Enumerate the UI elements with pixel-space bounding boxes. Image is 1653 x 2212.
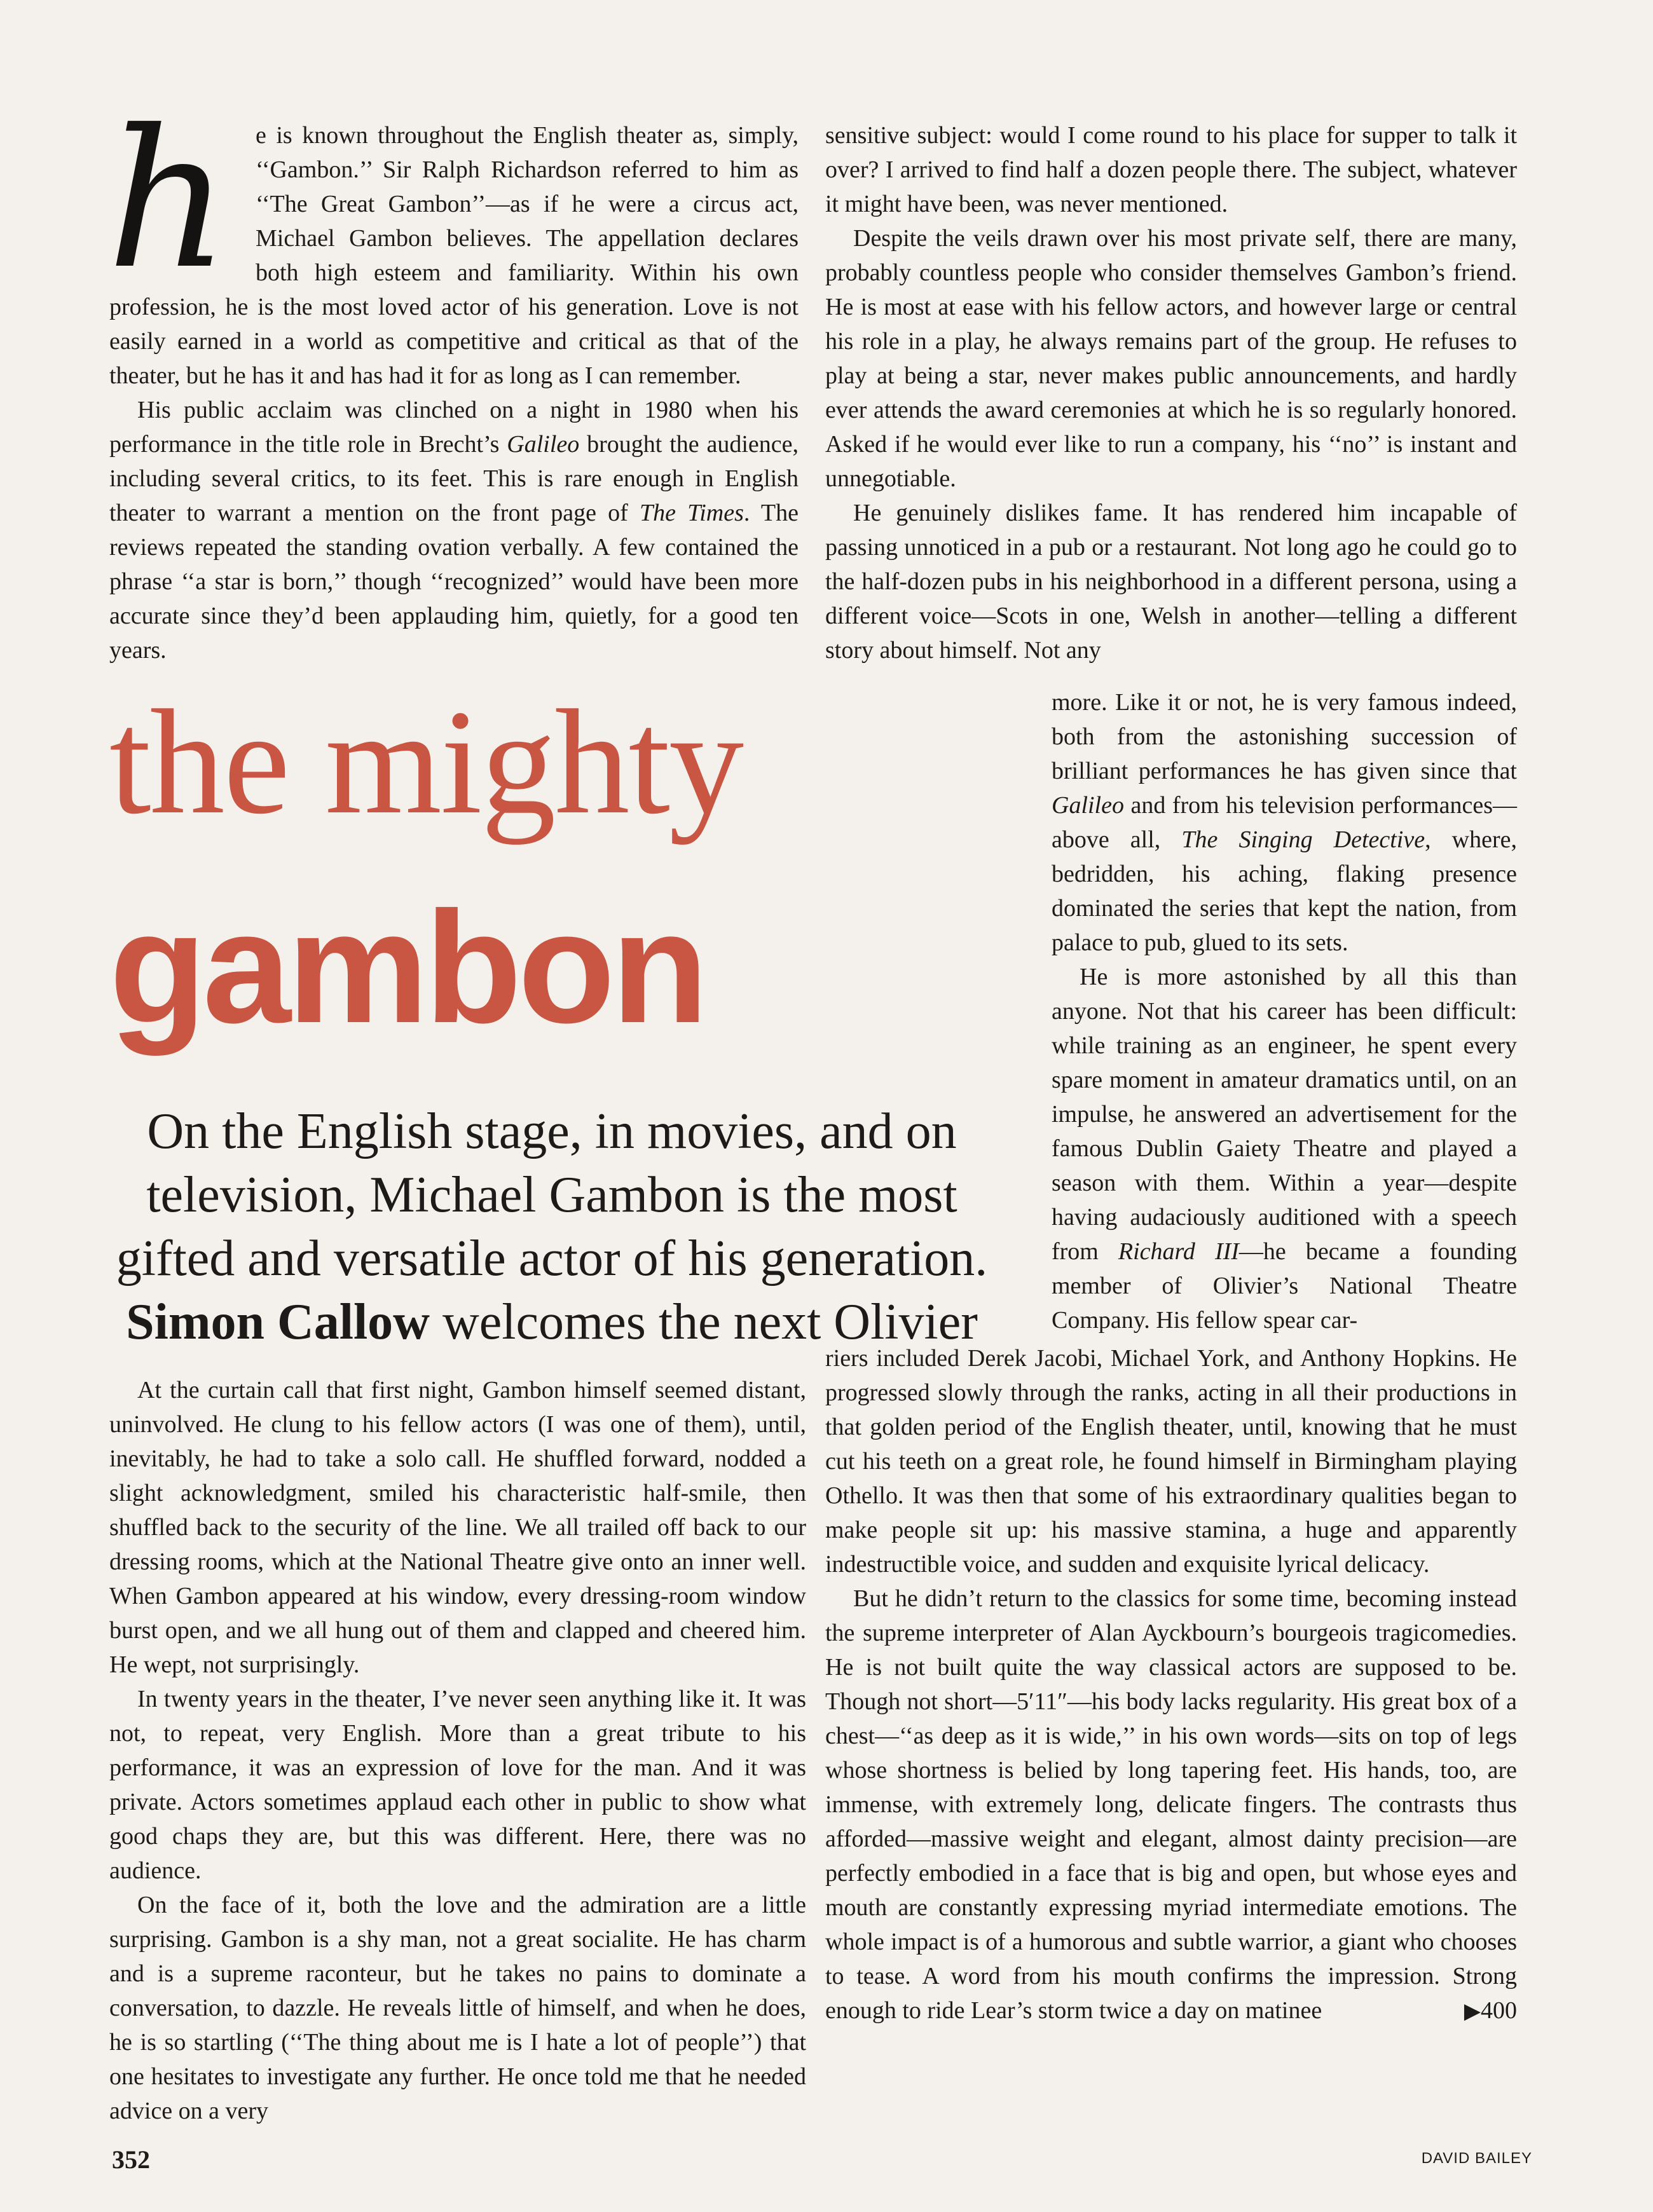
deck-subheading xyxy=(81,1100,1022,1354)
drop-cap: h xyxy=(107,89,230,311)
paragraph: riers included Derek Jacobi, Michael York, and Anthony Hopkins. He progressed slowly through the ranks, acting in all their productions in that golden period of the English theater, until, knowing that he must cut his teeth on a great role, he found himself in Birmingham playing Othello. It was then that some of his extraordinary qualities began to make people sit up: his massive stamina, a huge and apparently indestructible voice, and sudden and exquisite lyrical delicacy. xyxy=(825,1345,1517,1578)
paragraph: He genuinely dislikes fame. It has rendered him incapable of passing unnoticed in a pub or a restaurant. Not long ago he could go to the half-dozen pubs in his neighborhood in a different persona, using a different voice—Scots in one, Welsh in another—telling a different story about himself. Not any xyxy=(825,500,1517,664)
author-name: Simon Callow xyxy=(126,1294,430,1350)
headline-line-2: gambon xyxy=(109,878,705,1056)
deck-line: On the English stage, in movies, and on xyxy=(147,1103,957,1159)
continued-page-number: 400 xyxy=(1481,1997,1517,2024)
paragraph: more. Like it or not, he is very famous indeed, both from the astonishing succession of brilliant performances he has given since that Galileo and from his television performances—above all, The Singing Detective, where, bedridden, his aching, flaking presence dominated the series that kept the nation, from palace to pub, glued to its sets. xyxy=(1052,689,1517,956)
title-italic: The Singing Detective xyxy=(1181,826,1425,853)
page-number: 352 xyxy=(112,2145,150,2174)
article-column-left-top xyxy=(107,89,799,667)
headline-line-1: the mighty xyxy=(109,679,743,845)
paragraph: sensitive subject: would I come round to his place for supper to talk it over? I arrived to find half a dozen people there. The subject, whatever it might have been, was never mentioned. xyxy=(825,122,1517,217)
paragraph: His public acclaim was clinched on a night in 1980 when his performance in the title role in Brecht’s Galileo brought the audience, including several critics, to its feet. This is rare enough in English theater to warrant a mention on the front page of The Times. The reviews repeated the standing ovation verbally. A few contained the phrase ‘‘a star is born,’’ though ‘‘recognized’’ would have been more accurate since they’d been applauding him, quietly, for a good ten years. xyxy=(109,397,799,664)
byline: Simon Callow welcomes the next Olivier xyxy=(126,1294,978,1350)
article-column-right-top xyxy=(825,118,1517,667)
paragraph: On the face of it, both the love and the admiration are a little surprising. Gambon is a shy man, not a great socialite. He has charm and is a supreme raconteur, but he takes no pains to dominate a conversation, to dazzle. He reveals little of himself, and when he does, he is so startling (‘‘The thing about me is I hate a lot of people’’) that one hesitates to investigate any further. He once told me that he needed advice on a very xyxy=(109,1892,806,2124)
paragraph: He is more astonished by all this than anyone. Not that his career has been difficult: while training as an engineer, he spent every spare moment in amateur dramatics until, on an impulse, he answered an advertisement for the famous Dublin Gaiety Theatre and played a season with them. Within a year—despite having audaciously auditioned with a speech from Richard III—he became a founding member of Olivier’s National Theatre Company. His fellow spear car- xyxy=(1052,964,1517,1334)
article-column-right-bottom xyxy=(825,1341,1517,2029)
paragraph: Despite the veils drawn over his most private self, there are many, probably countless people who consider themselves Gambon’s friend. He is most at ease with his fellow actors, and however large or central his role in a play, he always remains part of the group. He refuses to play at being a star, never makes public announcements, and hardly ever attends the award ceremonies at which he is so regularly honored. Asked if he would ever like to run a company, his ‘‘no’’ is instant and unnegotiable. xyxy=(825,225,1517,492)
photo-credit: DAVID BAILEY xyxy=(1421,2150,1532,2167)
paragraph: At the curtain call that first night, Gambon himself seemed distant, uninvolved. He clung to his fellow actors (I was one of them), until, inevitably, he had to take a solo call. He shuffled forward, nodded a slight acknowledgment, smiled his characteristic half-smile, then shuffled back to the security of the line. We all trailed off back to our dressing rooms, which at the National Theatre give onto an inner well. When Gambon appeared at his window, every dressing-room window burst open, and we all hung out of them and clapped and cheered him. He wept, not surprisingly. xyxy=(109,1377,806,1678)
continued-reference xyxy=(1436,1993,1517,2029)
paragraph: e is known throughout the English theater as, simply, ‘‘Gambon.’’ Sir Ralph Richardson referred to him as ‘‘The Great Gambon’’—as if he were a circus act, Michael Gambon believes. The appellation declares both high esteem and familiarity. Within his own profession, he is the most loved actor of his generation. Love is not easily earned in a world as competitive and critical as that of the theater, but he has it and has had it for as long as I can remember. xyxy=(109,122,799,389)
continued-arrow-icon: ▶ xyxy=(1464,2000,1481,2023)
title-italic: Galileo xyxy=(1052,792,1124,819)
title-italic: Richard III xyxy=(1118,1238,1239,1265)
article-column-left-bottom xyxy=(109,1373,806,2128)
paragraph: In twenty years in the theater, I’ve never seen anything like it. It was not, to repeat, very English. More than a great tribute to his performance, it was an expression of love for the man. And it was private. Actors sometimes applaud each other in public to show what good chaps they are, but this was different. Here, there was no audience. xyxy=(109,1686,806,1884)
paragraph: But he didn’t return to the classics for some time, becoming instead the supreme interpreter of Alan Ayckbourn’s bourgeois tragicomedies. He is not built quite the way classical actors are supposed to be. Though not short—5′11″—his body lacks regularity. His great box of a chest—‘‘as deep as it is wide,’’ in his own words—sits on top of legs whose shortness is belied by long tapering feet. His hands, too, are immense, with extremely long, delicate fingers. The contrasts thus afforded—massive weight and elegant, almost dainty precision—are perfectly embodied in a face that is big and open, but whose eyes and mouth are constantly expressing myriad intermediate emotions. The whole impact is of a humorous and subtle warrior, a giant who chooses to tease. A word from his mouth confirms the impression. Strong enough to ride Lear’s storm twice a day on matinee ▶400 xyxy=(825,1581,1517,2028)
title-italic: The Times xyxy=(640,500,744,526)
deck-line: gifted and versatile actor of his generation. xyxy=(116,1231,988,1287)
article-column-right-middle xyxy=(1052,685,1517,1337)
title-italic: Galileo xyxy=(507,431,580,458)
deck-line: television, Michael Gambon is the most xyxy=(146,1167,957,1223)
